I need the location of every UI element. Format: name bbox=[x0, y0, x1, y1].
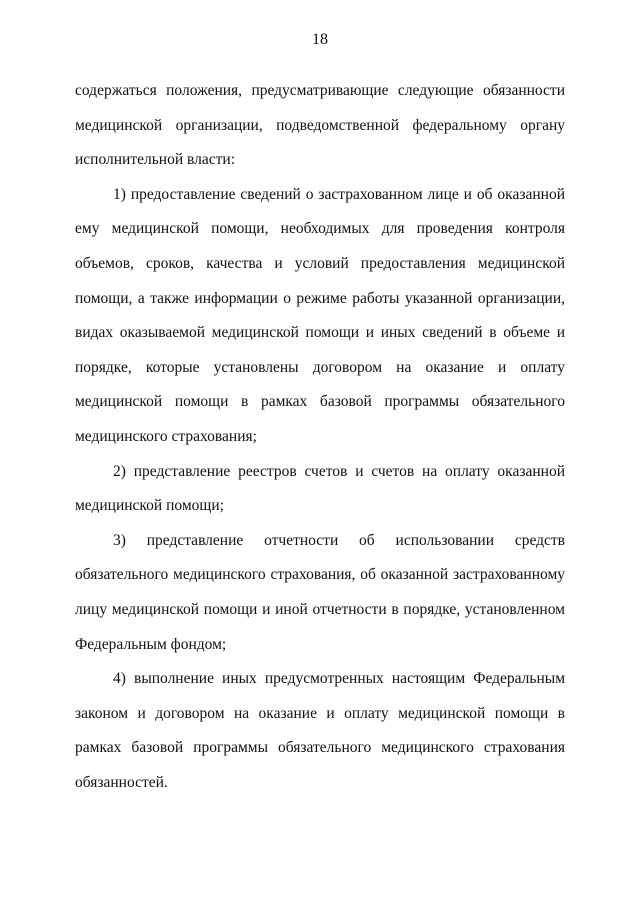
page-number: 18 bbox=[312, 31, 328, 48]
paragraph-item-1: 1) предоставление сведений о застрахованном лице и об оказанной ему медицинской помощи, необходимых для проведения контроля объемов, сроков, качества и условий предоставления медицинской помощи, а также информации о режиме работы указанной организации, видах оказываемой медицинской помощи и иных сведений в объеме и порядке, которые установлены договором на оказание и оплату медицинской помощи в рамках базовой программы обязательного медицинского страхования; bbox=[75, 185, 565, 445]
document-body bbox=[75, 74, 565, 800]
paragraph-item-4: 4) выполнение иных предусмотренных настоящим Федеральным законом и договором на оказание и оплату медицинской помощи в рамках базовой программы обязательного медицинского страхования обязанностей. bbox=[75, 670, 565, 791]
paragraph-item-2: 2) представление реестров счетов и счетов на оплату оказанной медицинской помощи; bbox=[75, 462, 565, 515]
paragraph-item-3: 3) представление отчетности об использовании средств обязательного медицинского страхования, об оказанной застрахованному лицу медицинской помощи и иной отчетности в порядке, установленном Федеральным фондом; bbox=[75, 531, 565, 653]
paragraph-intro: содержаться положения, предусматривающие следующие обязанности медицинской организации, подведомственной федеральному органу исполнительной власти: bbox=[75, 82, 565, 169]
